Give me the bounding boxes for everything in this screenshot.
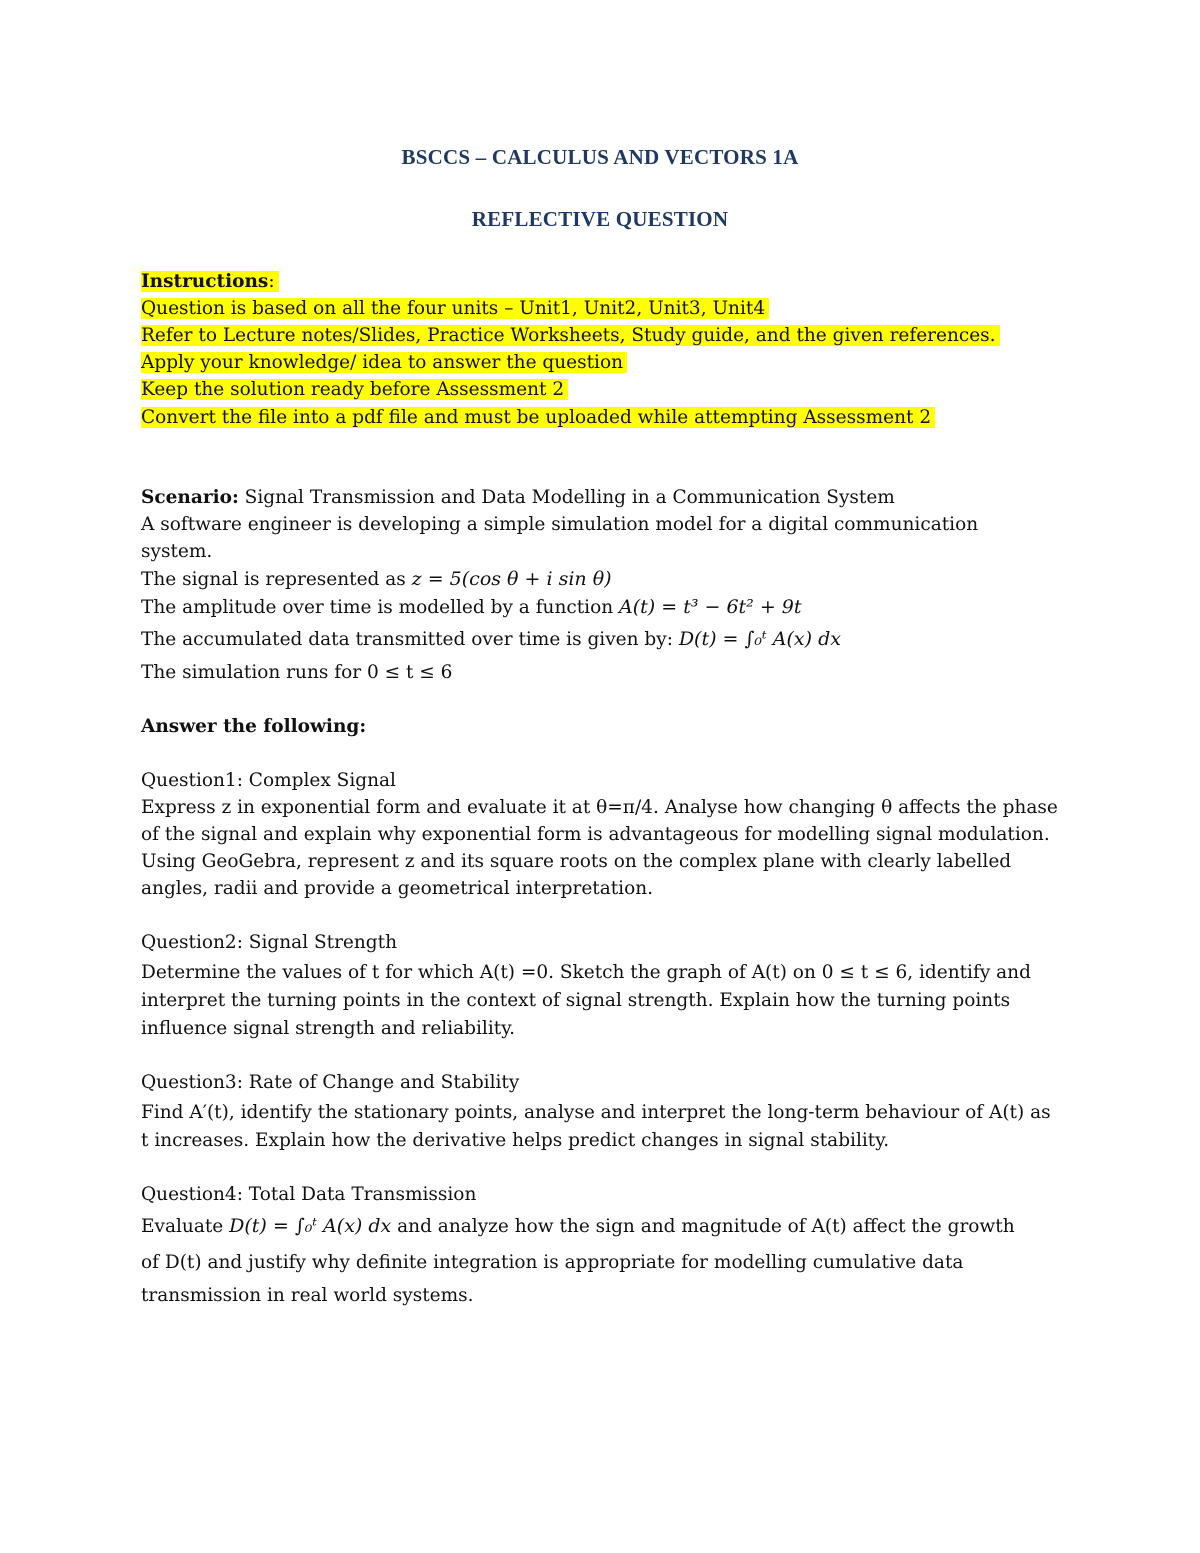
- question-1-text: of the signal and explain why exponential form is advantageous for modelling signal modulation.: [141, 824, 1050, 845]
- instruction-item: Convert the file into a pdf file and must be uploaded while attempting Assessment 2: [141, 404, 935, 431]
- question-3-title: Question3: Rate of Change and Stability: [141, 1072, 520, 1093]
- amplitude-line: The amplitude over time is modelled by a function A(t) = t³ − 6t² + 9t: [141, 596, 802, 618]
- question-2-text: influence signal strength and reliability.: [141, 1018, 516, 1039]
- instruction-item: Question is based on all the four units – Unit1, Unit2, Unit3, Unit4: [141, 295, 769, 322]
- scenario-description: system.: [141, 541, 213, 562]
- instructions-colon: :: [268, 271, 275, 292]
- question-4-title: Question4: Total Data Transmission: [141, 1184, 477, 1205]
- question-3-text: t increases. Explain how the derivative helps predict changes in signal stability.: [141, 1130, 890, 1151]
- question-2-title: Question2: Signal Strength: [141, 932, 397, 953]
- data-line: The accumulated data transmitted over time is given by: D(t) = ∫₀ᵗ A(x) dx: [141, 628, 841, 650]
- instructions-heading-line: [141, 268, 279, 295]
- question-4-eval-line: Evaluate D(t) = ∫₀ᵗ A(x) dx and analyze how the sign and magnitude of A(t) affect the growth: [141, 1215, 1015, 1237]
- question-2-text: interpret the turning points in the context of signal strength. Explain how the turning points: [141, 990, 1011, 1011]
- question-1-text: angles, radii and provide a geometrical interpretation.: [141, 878, 654, 899]
- question-1-text: Using GeoGebra, represent z and its square roots on the complex plane with clearly labelled: [141, 851, 1012, 872]
- data-formula: D(t) = ∫₀ᵗ A(x) dx: [678, 628, 841, 650]
- question-4-text: transmission in real world systems.: [141, 1285, 474, 1306]
- scenario-description: A software engineer is developing a simple simulation model for a digital communication: [141, 514, 979, 535]
- question-4-formula: D(t) = ∫₀ᵗ A(x) dx: [229, 1215, 392, 1237]
- question-4-text: of D(t) and justify why definite integration is appropriate for modelling cumulative data: [141, 1252, 964, 1273]
- question-1-text: Express z in exponential form and evaluate it at θ=π/4. Analyse how changing θ affects the phase: [141, 797, 1058, 818]
- document-subtitle: REFLECTIVE QUESTION: [471, 207, 729, 231]
- signal-formula: z = 5(cos θ + i sin θ): [411, 568, 612, 590]
- question-1-title: Question1: Complex Signal: [141, 770, 396, 791]
- question-2-text: Determine the values of t for which A(t) =0. Sketch the graph of A(t) on 0 ≤ t ≤ 6, identify and: [141, 962, 1031, 983]
- instruction-item: Apply your knowledge/ idea to answer the question: [141, 349, 627, 376]
- instructions-heading: Instructions: [141, 271, 269, 292]
- instruction-item: Refer to Lecture notes/Slides, Practice Worksheets, Study guide, and the given references.: [141, 322, 1000, 349]
- simulation-range: The simulation runs for 0 ≤ t ≤ 6: [141, 662, 453, 683]
- scenario-title: Signal Transmission and Data Modelling in a Communication System: [238, 487, 895, 508]
- scenario-label: Scenario:: [141, 487, 239, 508]
- amplitude-formula: A(t) = t³ − 6t² + 9t: [619, 596, 802, 618]
- question-3-text: Find A′(t), identify the stationary points, analyse and interpret the long-term behaviour of A(t) as: [141, 1102, 1051, 1123]
- signal-line: The signal is represented as z = 5(cos θ + i sin θ): [141, 568, 612, 590]
- course-title: BSCCS – CALCULUS AND VECTORS 1A: [401, 145, 799, 169]
- answer-heading: Answer the following:: [141, 716, 367, 737]
- scenario-title-line: [141, 484, 895, 511]
- instruction-item: Keep the solution ready before Assessment 2: [141, 376, 568, 403]
